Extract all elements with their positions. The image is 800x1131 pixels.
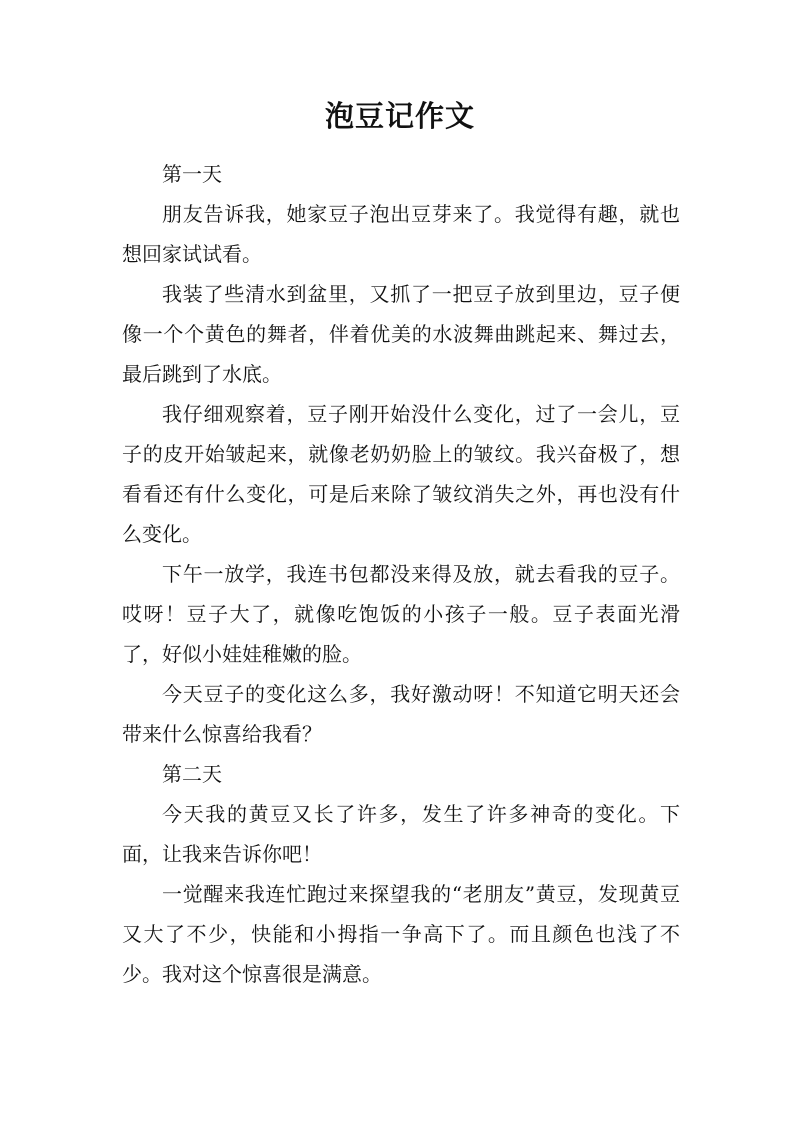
document-title: 泡豆记作文 [324,99,475,133]
paragraph: 今天豆子的变化这么多，我好激动呀！不知道它明天还会带来什么惊喜给我看？ [122,682,680,746]
paragraph: 下午一放学，我连书包都没来得及放，就去看我的豆子。哎呀！豆子大了，就像吃饱饭的小孩子一般。豆子表面光滑了，好似小娃娃稚嫩的脸。 [122,562,680,666]
document-body [122,154,680,994]
paragraph-day-two-heading: 第二天 [162,762,222,786]
paragraph: 朋友告诉我，她家豆子泡出豆芽来了。我觉得有趣，就也想回家试试看。 [122,202,680,266]
paragraph: 我装了些清水到盆里，又抓了一把豆子放到里边，豆子便像一个个黄色的舞者，伴着优美的水波舞曲跳起来、舞过去，最后跳到了水底。 [122,282,680,386]
paragraph: 今天我的黄豆又长了许多，发生了许多神奇的变化。下面，让我来告诉你吧！ [122,802,680,866]
paragraph: 我仔细观察着，豆子刚开始没什么变化，过了一会儿，豆子的皮开始皱起来，就像老奶奶脸上的皱纹。我兴奋极了，想看看还有什么变化，可是后来除了皱纹消失之外，再也没有什么变化。 [122,402,680,546]
paragraph-day-one-heading: 第一天 [162,162,222,186]
paragraph: 一觉醒来我连忙跑过来探望我的“老朋友”黄豆，发现黄豆又大了不少，快能和小拇指一争高下了。而且颜色也浅了不少。我对这个惊喜很是满意。 [122,882,680,986]
